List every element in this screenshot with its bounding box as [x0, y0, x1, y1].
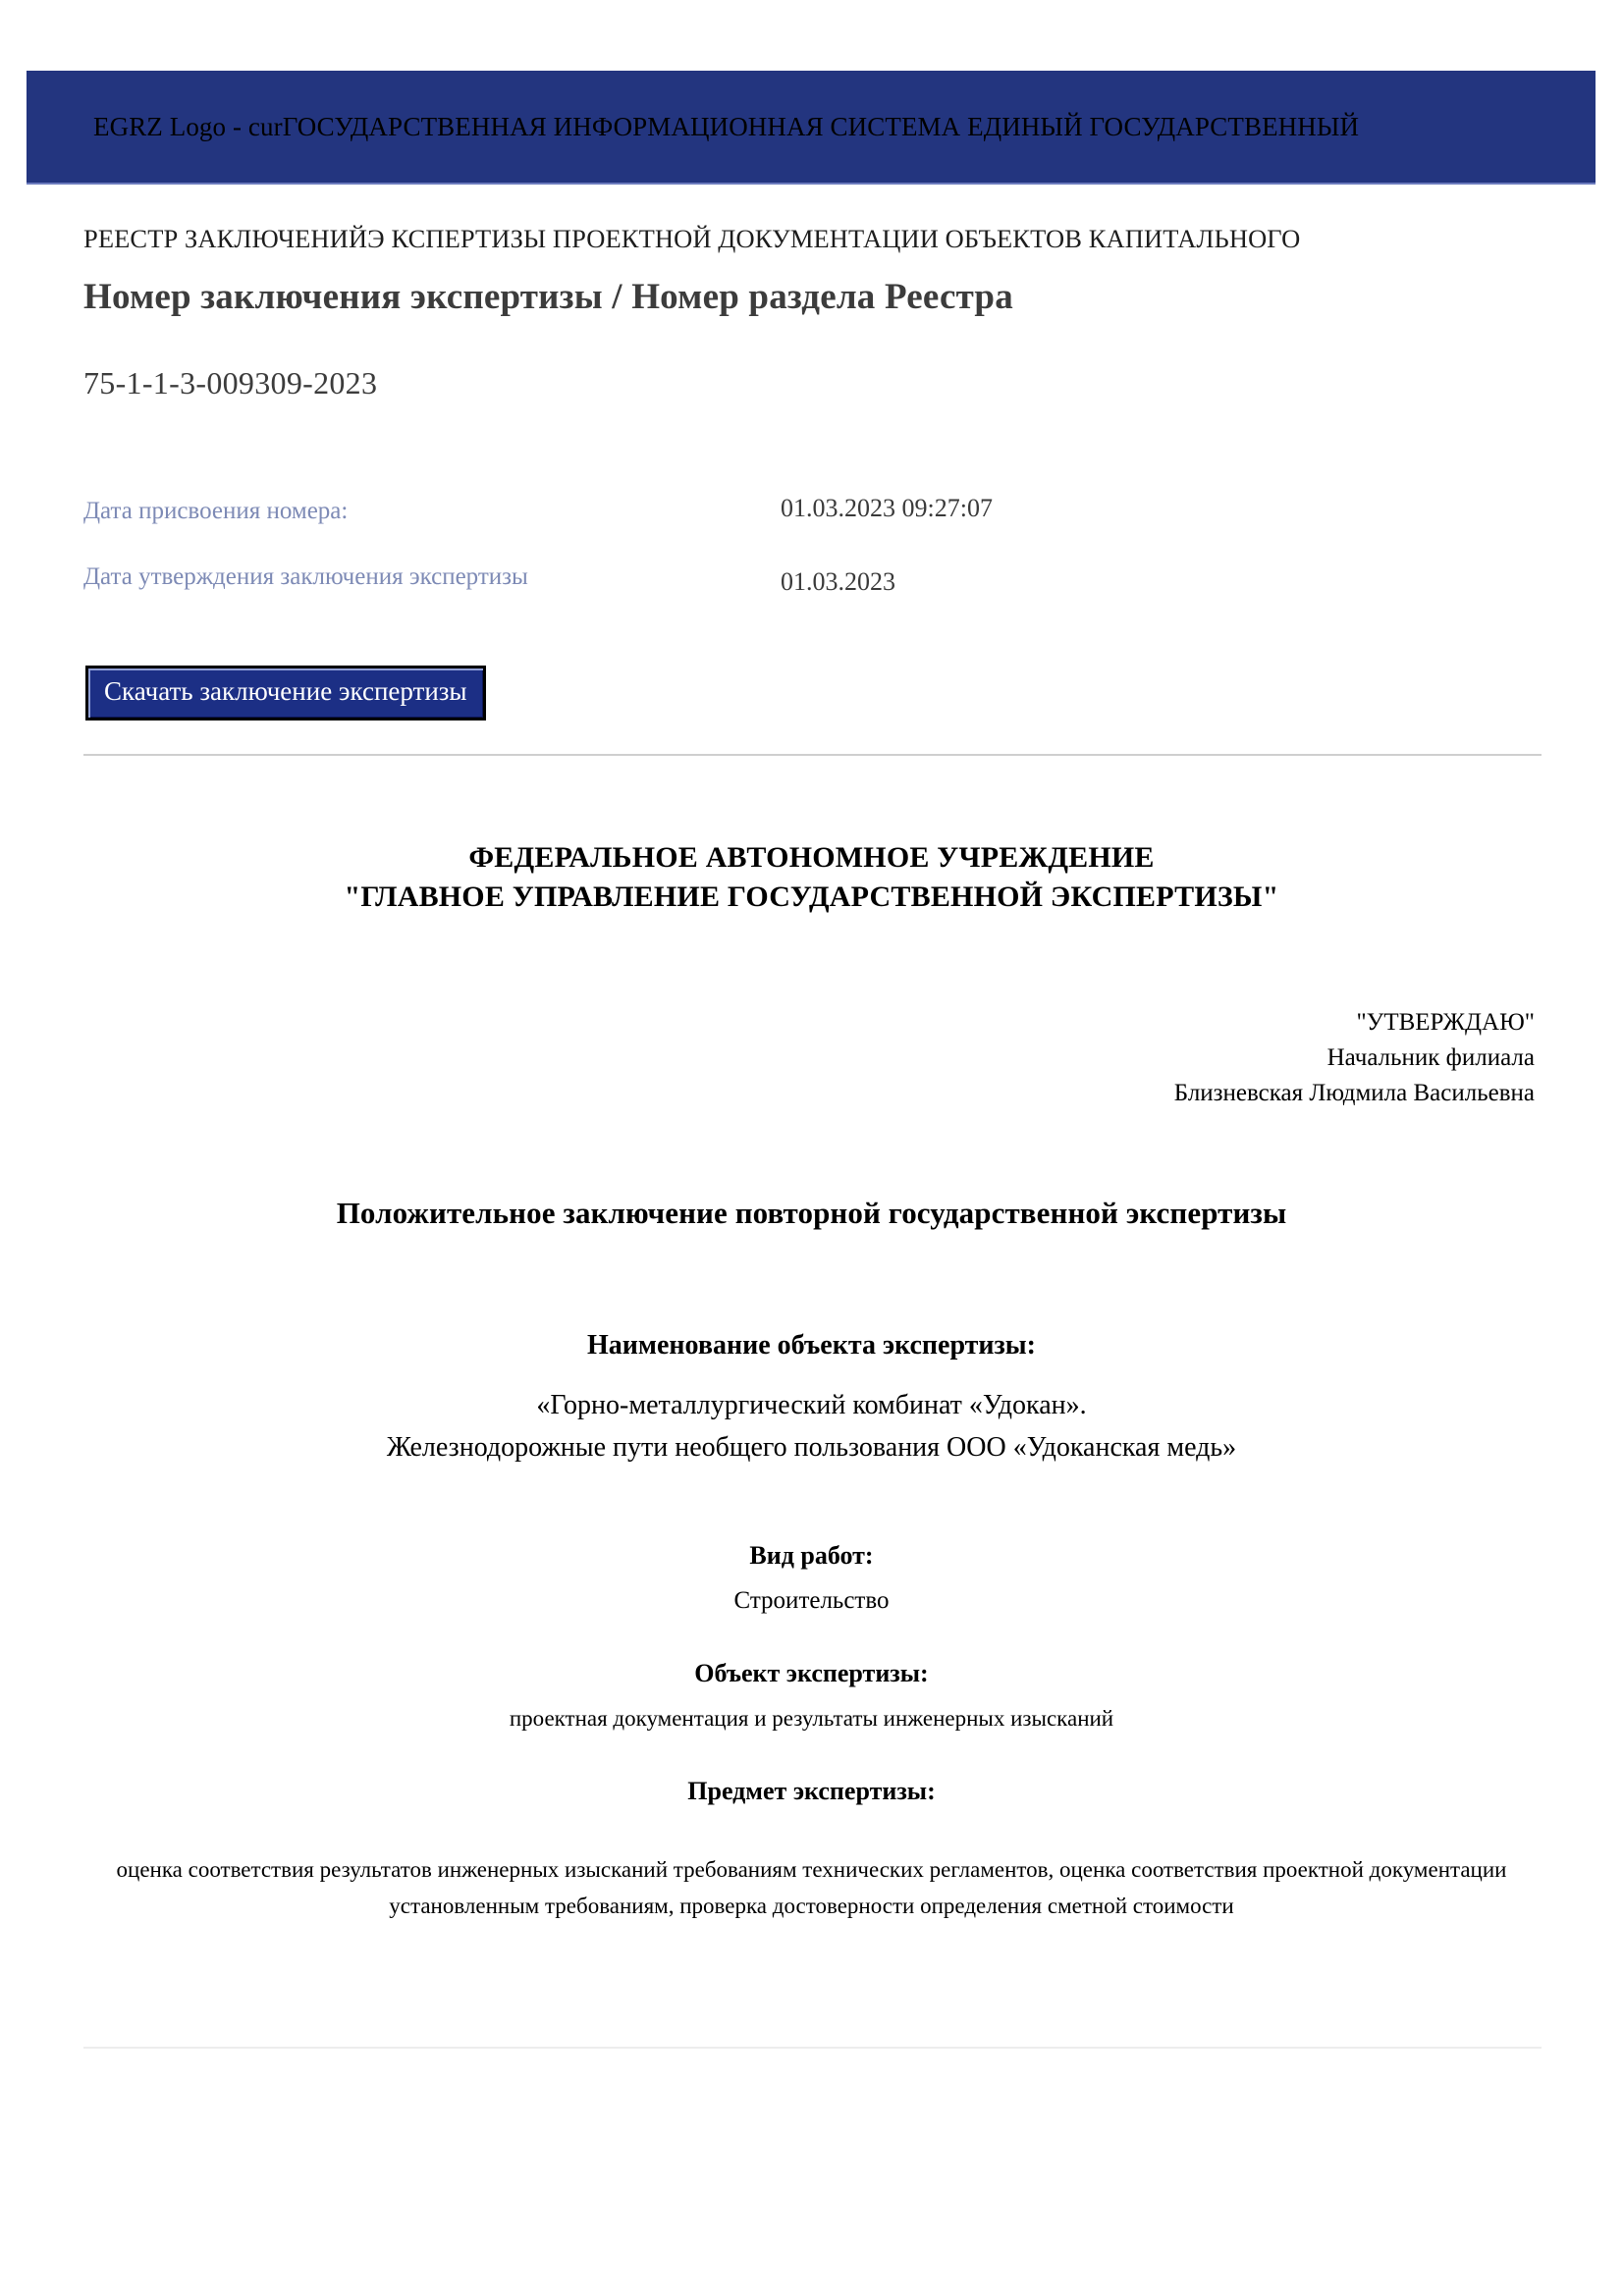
- expertise-subject-block: [0, 1777, 1623, 1925]
- approval-block: [1174, 1005, 1535, 1111]
- approval-keyword: "УТВЕРЖДАЮ": [1356, 1009, 1535, 1036]
- expertise-subject-label: Предмет экспертизы:: [687, 1777, 936, 1805]
- work-type-block: [0, 1541, 1623, 1615]
- assignment-date-label: Дата присвоения номера:: [83, 498, 349, 524]
- approval-date-label: Дата утверждения заключения экспертизы: [83, 563, 528, 590]
- approval-date-value: 01.03.2023: [781, 567, 895, 596]
- work-type-label: Вид работ:: [749, 1541, 874, 1570]
- object-name-block: [0, 1330, 1623, 1468]
- approval-date-row: [83, 560, 1163, 601]
- header-banner-title: EGRZ Logo - curГОСУДАРСТВЕННАЯ ИНФОРМАЦИОННАЯ СИСТЕМА ЕДИНЫЙ ГОСУДАРСТВЕННЫЙ: [93, 111, 1360, 141]
- conclusion-number: 75-1-1-3-009309-2023: [83, 365, 378, 400]
- institution-title: [0, 838, 1623, 917]
- approval-position: Начальник филиала: [1326, 1044, 1535, 1071]
- registry-subtitle: РЕЕСТР ЗАКЛЮЧЕНИЙЭ КСПЕРТИЗЫ ПРОЕКТНОЙ ДОКУМЕНТАЦИИ ОБЪЕКТОВ КАПИТАЛЬНОГО: [83, 224, 1301, 253]
- institution-line-1: ФЕДЕРАЛЬНОЕ АВТОНОМНОЕ УЧРЕЖДЕНИЕ: [468, 841, 1155, 874]
- expertise-object-label: Объект экспертизы:: [694, 1659, 929, 1687]
- expertise-object-block: [0, 1659, 1623, 1732]
- divider-top: [83, 754, 1542, 756]
- institution-line-2: "ГЛАВНОЕ УПРАВЛЕНИЕ ГОСУДАРСТВЕННОЙ ЭКСПЕРТИЗЫ": [344, 880, 1279, 913]
- expertise-subject-value: оценка соответствия результатов инженерных изысканий требованиям технических регламентов, оценка соответствия проектной документации установленным требованиям, проверка достоверности определения сметной стоимости: [116, 1857, 1507, 1919]
- conclusion-title: Положительное заключение повторной государственной экспертизы: [336, 1196, 1287, 1230]
- work-type-value: Строительство: [733, 1587, 890, 1614]
- object-name-value: [0, 1385, 1623, 1468]
- page-title: Номер заключения экспертизы / Номер раздела Реестра: [83, 277, 1013, 317]
- download-conclusion-button[interactable]: Скачать заключение экспертизы: [85, 666, 486, 721]
- object-name-value-line-2: Железнодорожные пути необщего пользования ООО «Удоканская медь»: [386, 1431, 1237, 1463]
- divider-bottom: [83, 2047, 1542, 2049]
- expertise-object-value: проектная документация и результаты инженерных изысканий: [509, 1706, 1114, 1731]
- approval-name: Близневская Людмила Васильевна: [1173, 1080, 1535, 1106]
- assignment-date-row: [83, 494, 1163, 535]
- object-name-label: Наименование объекта экспертизы:: [587, 1330, 1036, 1361]
- object-name-value-line-1: «Горно-металлургический комбинат «Удокан».: [536, 1390, 1087, 1420]
- header-banner: [27, 71, 1596, 185]
- assignment-date-value: 01.03.2023 09:27:07: [781, 494, 993, 522]
